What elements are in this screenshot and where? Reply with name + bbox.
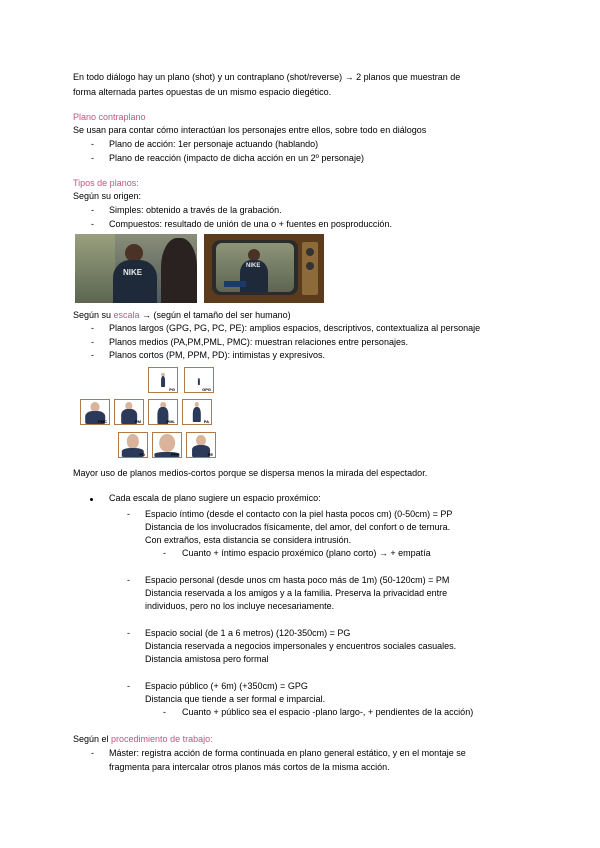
publico-title: Espacio público (+ 6m) (+350cm) = GPG bbox=[145, 681, 308, 691]
thumbnail-label: GPG bbox=[202, 387, 211, 392]
intro-line-2: forma alternada partes opuestas de un mismo espacio diegético. bbox=[73, 87, 332, 97]
list-item: Compuestos: resultado de unión de una o + fuentes en posproducción. bbox=[109, 219, 392, 229]
list-dash: - bbox=[91, 219, 94, 229]
escala-prefix: Según su bbox=[73, 310, 114, 320]
list-dash: - bbox=[91, 205, 94, 215]
thumbnail-label: PE bbox=[207, 452, 213, 457]
list-item: Simples: obtenido a través de la grabación. bbox=[109, 205, 282, 215]
list-dash: - bbox=[91, 139, 94, 149]
social-line-2: Distancia amistosa pero formal bbox=[145, 654, 269, 664]
shot-thumbnail bbox=[118, 432, 148, 458]
photo-simple-shot bbox=[75, 234, 197, 303]
contraplano-description: Se usan para contar cómo interactúan los personajes entre ellos, sobre todo en diálogos bbox=[73, 125, 427, 135]
thumbnail-label: PPP bbox=[170, 452, 179, 457]
escala-line bbox=[73, 309, 291, 323]
shot-thumbnail bbox=[186, 432, 216, 458]
list-dash: - bbox=[163, 707, 166, 717]
list-item: Plano de acción: 1er personaje actuando (hablando) bbox=[109, 139, 319, 149]
list-dash: - bbox=[91, 337, 94, 347]
master-line-1: Máster: registra acción de forma continuada en plano general estático, y en el montaje se bbox=[109, 748, 466, 758]
shirt-text: NIKE bbox=[123, 268, 143, 277]
escala-suffix: → (según el tamaño del ser humano) bbox=[139, 310, 291, 320]
shot-thumbnail bbox=[184, 367, 214, 393]
section-heading-contraplano: Plano contraplano bbox=[73, 112, 146, 122]
social-line-1: Distancia reservada a negocios impersonales y encuentros sociales casuales. bbox=[145, 641, 457, 651]
thumbnail-label: PMC bbox=[98, 419, 107, 424]
list-dash: - bbox=[127, 509, 130, 519]
list-dash: - bbox=[127, 575, 130, 585]
list-dash: - bbox=[91, 323, 94, 333]
list-dash: - bbox=[127, 681, 130, 691]
intimo-line-2: Con extraños, esta distancia se considera intrusión. bbox=[145, 535, 352, 545]
personal-line-1: Distancia reservada a los amigos y a la familia. Preserva la privacidad entre bbox=[145, 588, 448, 598]
list-item: Plano de reacción (impacto de dicha acción en un 2º personaje) bbox=[109, 153, 364, 163]
list-dash: - bbox=[91, 748, 94, 758]
procedimiento-line bbox=[73, 733, 213, 747]
list-item: Planos medios (PA,PM,PML, PMC): muestran relaciones entre personajes. bbox=[109, 337, 408, 347]
origen-label: Según su origen: bbox=[73, 191, 142, 201]
escala-link: escala bbox=[113, 310, 140, 320]
intimo-title: Espacio íntimo (desde el contacto con la piel hasta pocos cm) (0-50cm) = PP bbox=[145, 509, 453, 519]
intimo-line-1: Distancia de los involucrados físicamente, del amor, del confort o de ternura. bbox=[145, 522, 451, 532]
intimo-sub: Cuanto + íntimo espacio proxémico (plano corto) → + empatía bbox=[182, 548, 431, 558]
tv-shirt-text: NIKE bbox=[246, 263, 261, 269]
list-dash: - bbox=[91, 153, 94, 163]
proxemico-bullet: Cada escala de plano sugiere un espacio proxémico: bbox=[109, 493, 321, 503]
list-dash: - bbox=[163, 548, 166, 558]
shot-thumbnail bbox=[152, 432, 182, 458]
procedimiento-link: procedimiento de trabajo: bbox=[111, 734, 213, 744]
bullet-dot bbox=[90, 498, 93, 501]
list-item: Planos largos (GPG, PG, PC, PE): amplios espacios, descriptivos, contextualiza al personaje bbox=[109, 323, 481, 333]
list-item: Planos cortos (PM, PPM, PD): intimistas y expresivos. bbox=[109, 350, 326, 360]
publico-sub: Cuanto + público sea el espacio -plano largo-, + pendientes de la acción) bbox=[182, 707, 474, 717]
shot-thumbnail bbox=[148, 367, 178, 393]
list-dash: - bbox=[91, 350, 94, 360]
procedimiento-prefix: Según el bbox=[73, 734, 112, 744]
shot-thumbnail bbox=[148, 399, 178, 425]
publico-line-1: Distancia que tiende a ser formal e imparcial. bbox=[145, 694, 326, 704]
mayor-uso-text: Mayor uso de planos medios-cortos porque se dispersa menos la mirada del espectador. bbox=[73, 468, 428, 478]
photo-composite-tv bbox=[204, 234, 324, 303]
thumbnail-label: PML bbox=[166, 419, 175, 424]
intro-line-1: En todo diálogo hay un plano (shot) y un contraplano (shot/reverse) → 2 planos que muestran de bbox=[73, 72, 461, 82]
section-heading-tipos: Tipos de planos: bbox=[73, 178, 139, 188]
personal-line-2: individuos, pero no los incluye necesariamente. bbox=[145, 601, 335, 611]
thumbnail-label: PM bbox=[135, 419, 141, 424]
shot-thumbnail bbox=[182, 399, 212, 425]
thumbnail-label: PA bbox=[203, 419, 209, 424]
thumbnail-label: PG bbox=[169, 387, 175, 392]
shot-thumbnail bbox=[114, 399, 144, 425]
list-dash: - bbox=[127, 628, 130, 638]
personal-title: Espacio personal (desde unos cm hasta poco más de 1m) (50-120cm) = PM bbox=[145, 575, 450, 585]
thumbnail-label: PD bbox=[139, 452, 145, 457]
master-line-2: fragmenta para intercalar otros planos más cortos de la misma acción. bbox=[109, 762, 390, 772]
social-title: Espacio social (de 1 a 6 metros) (120-350cm) = PG bbox=[145, 628, 351, 638]
shot-thumbnail bbox=[80, 399, 110, 425]
